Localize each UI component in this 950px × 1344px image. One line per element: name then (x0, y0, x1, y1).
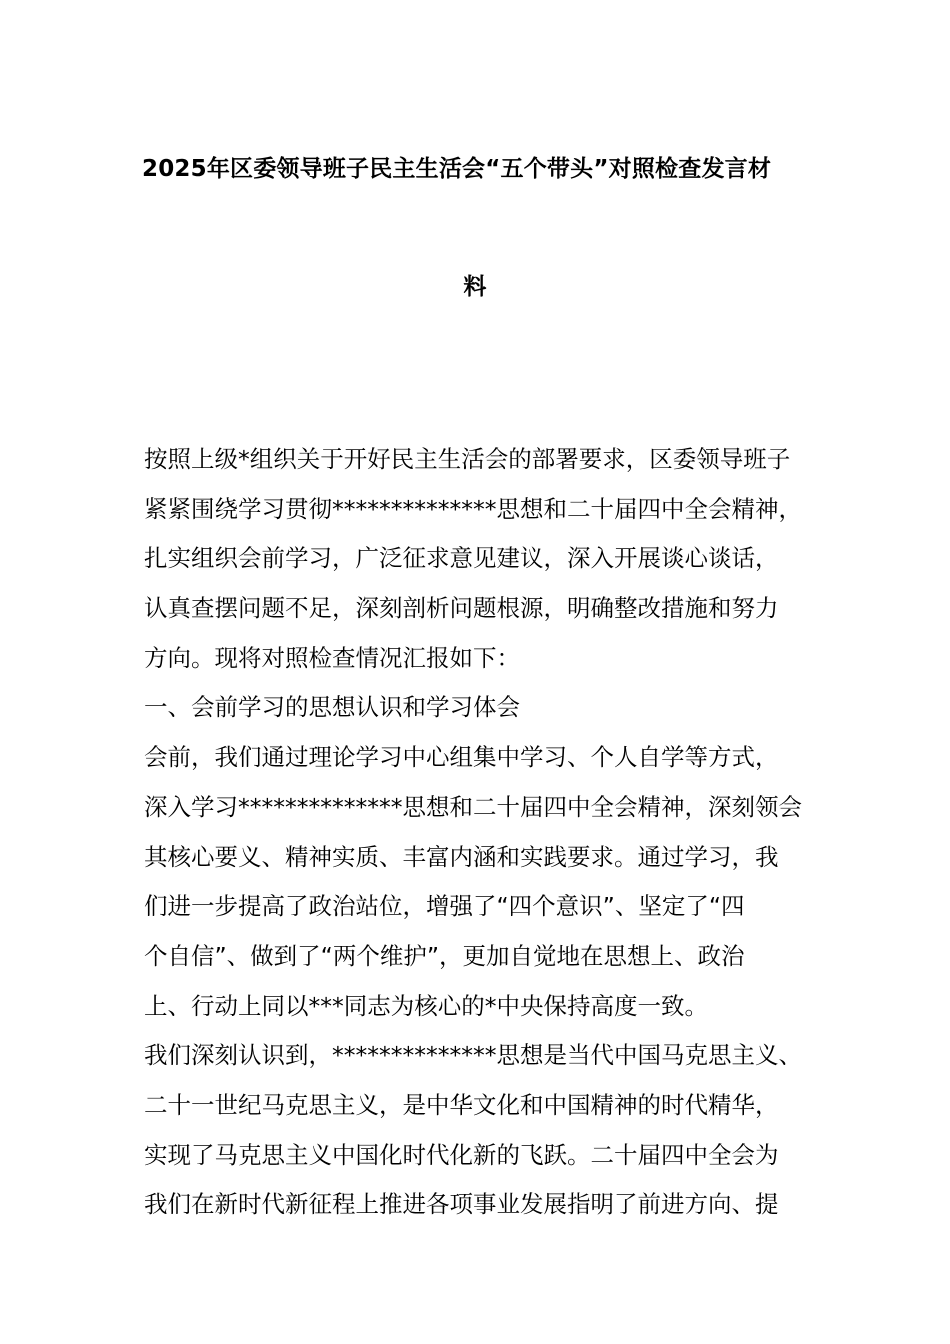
body-line-10: 们进一步提高了政治站位，增强了“四个意识”、坚定了“四 (144, 892, 745, 921)
body-line-4: 认真查摆问题不足，深刻剖析问题根源，明确整改措施和努力 (144, 594, 779, 623)
document-title-line-2: 料 (463, 274, 487, 300)
body-line-3: 扎实组织会前学习，广泛征求意见建议，深入开展谈心谈话， (144, 544, 779, 573)
section-heading-1: 一、会前学习的思想认识和学习体会 (144, 693, 520, 722)
body-line-13: 我们深刻认识到，**************思想是当代中国马克思主义、 (144, 1041, 802, 1070)
body-line-11: 个自信”、做到了“两个维护”，更加自觉地在思想上、政治 (144, 941, 745, 970)
document-body (144, 435, 808, 1230)
document-title-line-1: 2025年区委领导班子民主生活会“五个带头”对照检查发言材 (142, 156, 772, 182)
body-line-16: 我们在新时代新征程上推进各项事业发展指明了前进方向、提 (144, 1190, 779, 1219)
body-line-8: 深入学习**************思想和二十届四中全会精神，深刻领会 (144, 792, 802, 821)
body-line-7: 会前，我们通过理论学习中心组集中学习、个人自学等方式， (144, 743, 779, 772)
body-line-9: 其核心要义、精神实质、丰富内涵和实践要求。通过学习，我 (144, 842, 779, 871)
body-line-2: 紧紧围绕学习贯彻**************思想和二十届四中全会精神， (144, 494, 802, 523)
body-line-5: 方向。现将对照检查情况汇报如下： (144, 643, 520, 672)
body-line-15: 实现了马克思主义中国化时代化新的飞跃。二十届四中全会为 (144, 1140, 779, 1169)
body-line-14: 二十一世纪马克思主义，是中华文化和中国精神的时代精华， (144, 1090, 779, 1119)
body-line-12: 上、行动上同以***同志为核心的*中央保持高度一致。 (144, 991, 708, 1020)
body-line-1: 按照上级*组织关于开好民主生活会的部署要求，区委领导班子 (144, 445, 791, 473)
